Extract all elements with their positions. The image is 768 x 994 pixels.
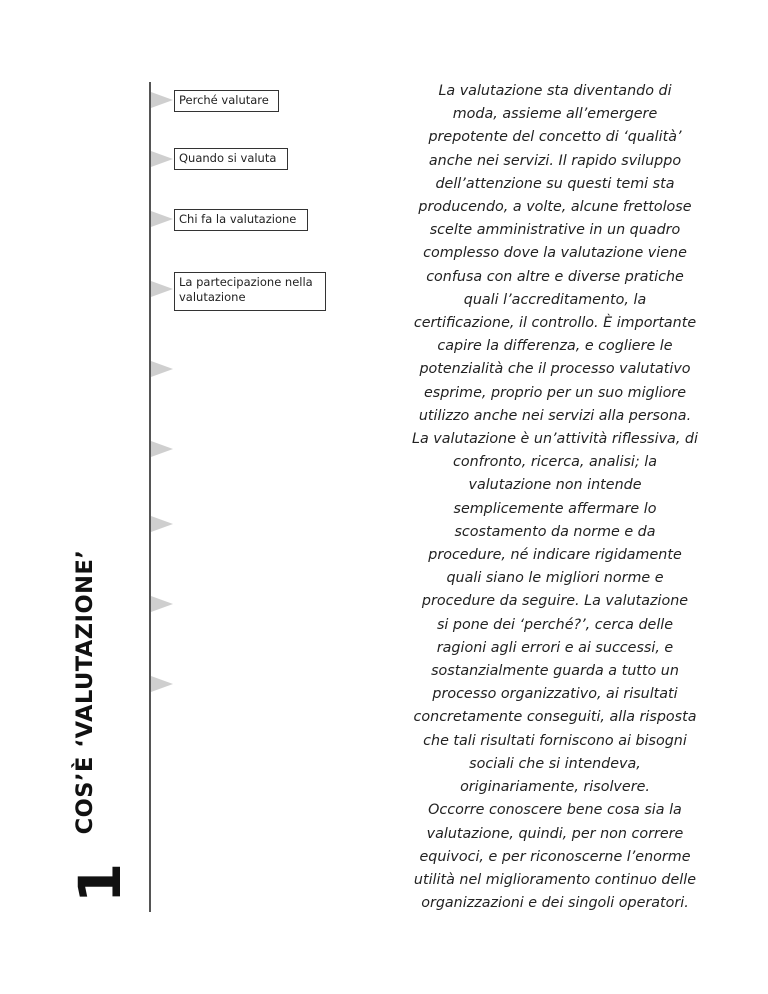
body-text-line: La valutazione è un’attività riflessiva, di	[412, 431, 698, 448]
chapter-number	[66, 857, 134, 909]
body-text-line: concretamente conseguiti, alla risposta	[413, 709, 697, 726]
body-text-line: sociali che si intendeva,	[469, 755, 641, 772]
timeline-marker-6	[151, 441, 173, 457]
timeline-marker-5	[151, 361, 173, 377]
body-text-line: dell’attenzione su questi temi sta	[435, 175, 675, 192]
chapter-number-text: 1	[66, 862, 134, 904]
body-text-line: potenzialità che il processo valutativo	[419, 361, 691, 378]
topic-box-perche-valutare	[174, 90, 279, 112]
body-text-line: producendo, a volte, alcune frettolose	[418, 199, 692, 216]
body-text-line: sostanzialmente guarda a tutto un	[431, 663, 679, 680]
topic-box-chi-fa-la-valutazione	[174, 209, 308, 231]
body-text-line: equivoci, e per riconoscerne l’enorme	[419, 848, 691, 865]
timeline-line	[149, 82, 151, 912]
body-text-line: procedure da seguire. La valutazione	[421, 593, 689, 610]
timeline-marker-7	[151, 516, 173, 532]
topic-box-quando-si-valuta	[174, 148, 288, 170]
body-text-line: valutazione, quindi, per non correre	[426, 825, 684, 842]
body-text-line: esprime, proprio per un suo migliore	[423, 384, 686, 401]
chapter-title-text: COS’È ‘VALUTAZIONE’	[72, 549, 98, 835]
topic-box-partecipazione	[174, 272, 326, 311]
body-text-line: prepotente del concetto di ‘qualità’	[428, 129, 682, 146]
topic-label: Chi fa la valutazione	[179, 212, 297, 226]
body-text-line: si pone dei ‘perché?’, cerca delle	[436, 616, 674, 633]
timeline-marker-4	[151, 281, 173, 297]
body-text-line: certificazione, il controllo. È importante	[413, 315, 697, 332]
body-text-line: che tali risultati forniscono ai bisogni	[423, 732, 687, 749]
body-text-line: complesso dove la valutazione viene	[423, 245, 687, 262]
body-text-line: quali l’accreditamento, la	[463, 291, 647, 308]
body-text-line: confusa con altre e diverse pratiche	[426, 268, 684, 285]
timeline-marker-9	[151, 676, 173, 692]
body-text-line: procedure, né indicare rigidamente	[428, 547, 682, 564]
timeline-marker-1	[151, 92, 173, 108]
timeline-marker-2	[151, 151, 173, 167]
body-text-line: semplicemente affermare lo	[453, 500, 657, 517]
body-text-line: processo organizzativo, ai risultati	[432, 686, 678, 703]
body-text-line: La valutazione sta diventando di	[438, 83, 672, 99]
body-text-line: anche nei servizi. Il rapido sviluppo	[428, 152, 682, 169]
body-text-line: utilità nel miglioramento continuo delle	[413, 871, 697, 888]
topic-label: Perché valutare	[179, 93, 269, 107]
topic-label: La partecipazione nella valutazione	[179, 275, 313, 304]
body-text-line: quali siano le migliori norme e	[446, 570, 664, 587]
chapter-title	[70, 549, 100, 835]
timeline-marker-8	[151, 596, 173, 612]
body-text-line: utilizzo anche nei servizi alla persona.	[418, 407, 692, 424]
body-text-line: organizzazioni e dei singoli operatori.	[421, 895, 689, 912]
body-text-line: Occorre conoscere bene cosa sia la	[428, 802, 682, 819]
body-text-line: capire la differenza, e cogliere le	[437, 338, 673, 355]
body-text	[406, 80, 704, 915]
body-text-line: confronto, ricerca, analisi; la	[453, 454, 657, 471]
body-text-line: scelte amministrative in un quadro	[429, 222, 681, 239]
body-text-line: originariamente, risolvere.	[460, 779, 650, 796]
topic-label: Quando si valuta	[179, 151, 277, 165]
body-text-line: valutazione non intende	[468, 477, 642, 494]
body-text-line: moda, assieme all’emergere	[452, 106, 658, 123]
timeline-marker-3	[151, 211, 173, 227]
body-text-line: scostamento da norme e da	[454, 523, 656, 540]
body-text-line: ragioni agli errori e ai successi, e	[436, 639, 674, 656]
